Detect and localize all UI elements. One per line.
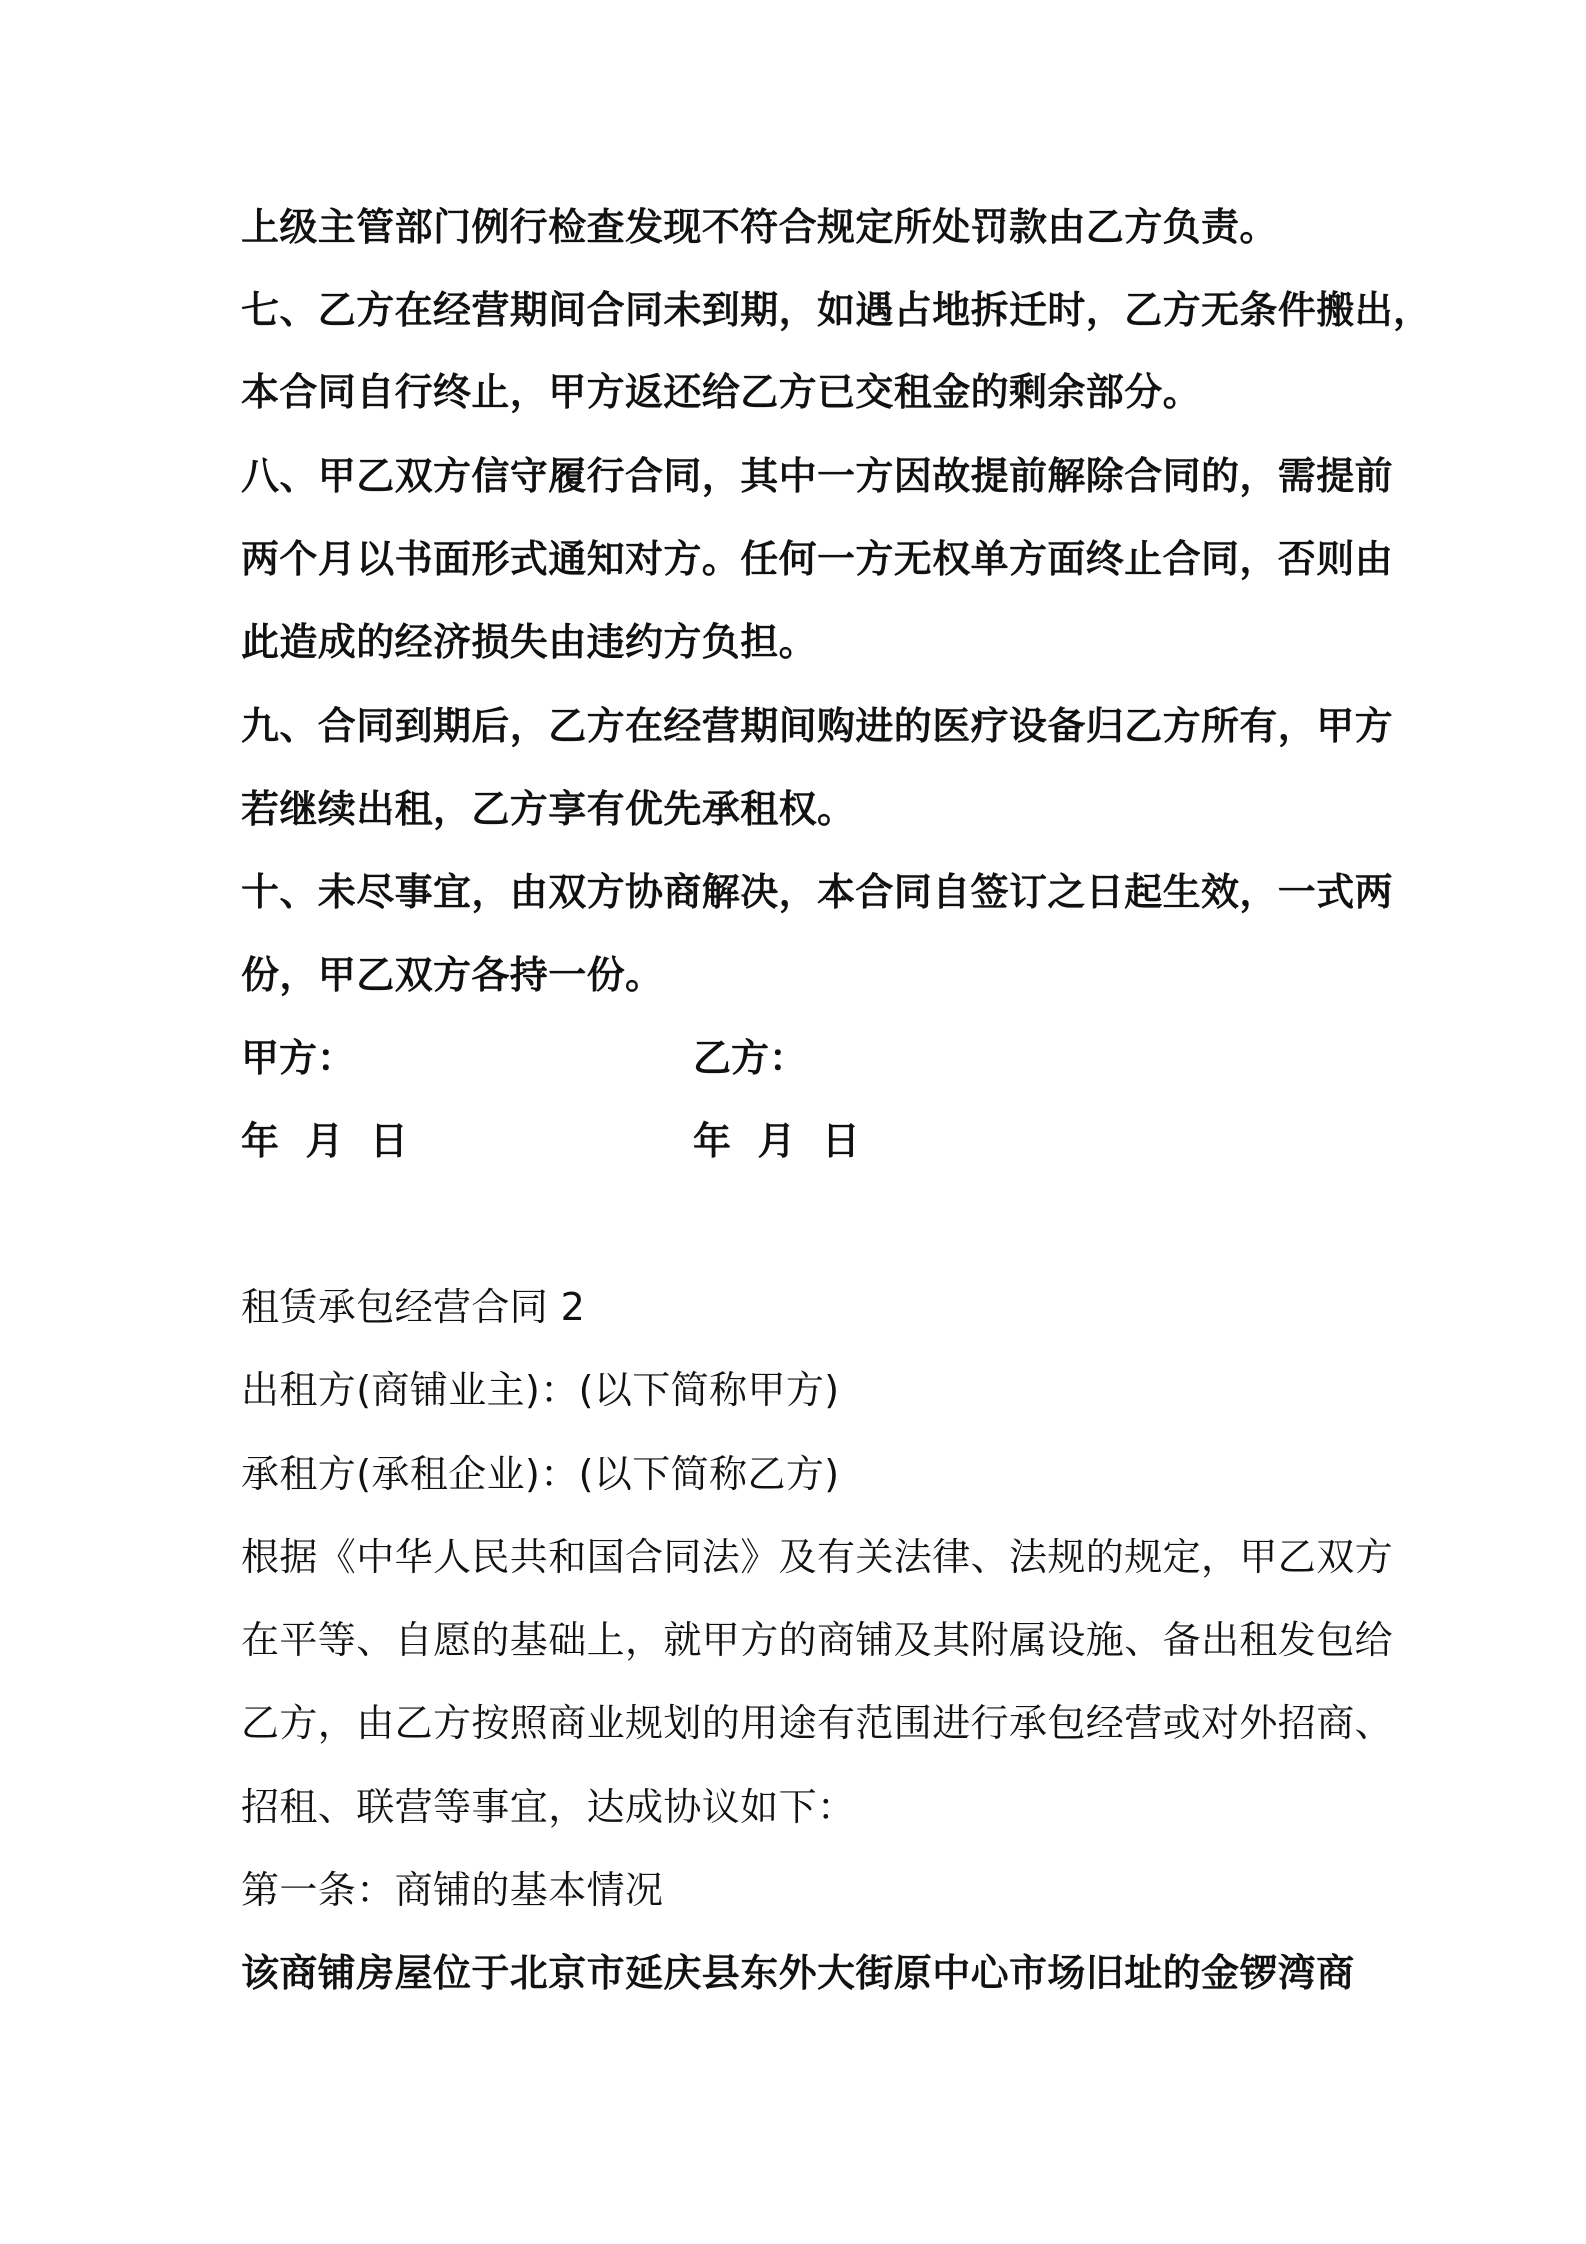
party-b-date: 年 月 日 [693,1119,860,1163]
preamble-line-3: 乙方，由乙方按照商业规划的用途有范围进行承包经营或对外招商、 [241,1701,1394,1745]
clause-7-line-2: 本合同自行终止，甲方返还给乙方已交租金的剩余部分。 [241,370,1202,414]
preamble-line-2: 在平等、自愿的基础上，就甲方的商铺及其附属设施、备出租发包给 [241,1618,1394,1662]
clause-10-line-2: 份，甲乙双方各持一份。 [241,953,664,997]
clause-8-line-1: 八、甲乙双方信守履行合同，其中一方因故提前解除合同的，需提前 [241,454,1394,498]
article-1-title: 第一条：商铺的基本情况 [241,1868,664,1912]
contract-2-title: 租赁承包经营合同 2 [241,1285,586,1329]
clause-7-line-1: 七、乙方在经营期间合同未到期，如遇占地拆迁时，乙方无条件搬出， [241,288,1432,332]
lessee-line: 承租方(承租企业)：(以下简称乙方) [241,1452,840,1496]
clause-9-line-2: 若继续出租，乙方享有优先承租权。 [241,787,856,831]
lessor-line: 出租方(商铺业主)：(以下简称甲方) [241,1368,840,1412]
text-line: 上级主管部门例行检查发现不符合规定所处罚款由乙方负责。 [241,205,1278,249]
party-a-label: 甲方： [241,1036,356,1080]
clause-9-line-1: 九、合同到期后，乙方在经营期间购进的医疗设备归乙方所有，甲方 [241,704,1394,748]
clause-10-line-1: 十、未尽事宜，由双方协商解决，本合同自签订之日起生效，一式两 [241,870,1394,914]
party-b-label: 乙方： [693,1036,808,1080]
preamble-line-4: 招租、联营等事宜，达成协议如下： [241,1785,856,1829]
article-1-text: 该商铺房屋位于北京市延庆县东外大街原中心市场旧址的金锣湾商 [241,1951,1355,1995]
preamble-line-1: 根据《中华人民共和国合同法》及有关法律、法规的规定，甲乙双方 [241,1535,1394,1579]
clause-8-line-3: 此造成的经济损失由违约方负担。 [241,620,818,664]
party-a-date: 年 月 日 [241,1119,408,1163]
clause-8-line-2: 两个月以书面形式通知对方。任何一方无权单方面终止合同，否则由 [241,537,1394,581]
